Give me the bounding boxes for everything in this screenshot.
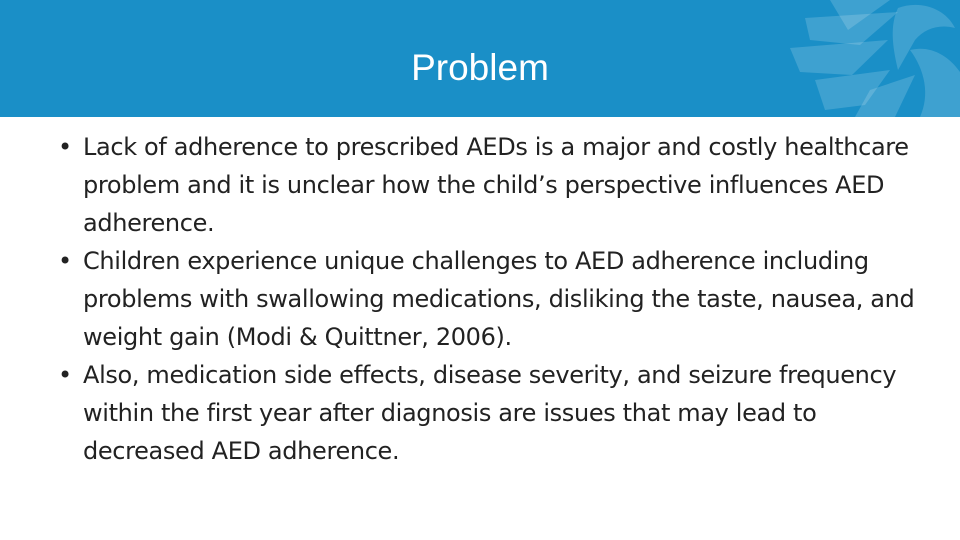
title-banner [0, 0, 960, 117]
bullet-text: Also, medication side effects, disease severity, and seizure frequency within the first year after diagnosis are issues that may lead to decreased AED adherence. [83, 361, 897, 465]
bullet-list [58, 128, 938, 470]
bullet-marker: • [58, 361, 72, 389]
bullet-item [58, 356, 938, 470]
bullet-marker: • [58, 133, 72, 161]
slide-title: Problem [411, 47, 549, 88]
bullet-item [58, 242, 938, 356]
bullet-item [58, 128, 938, 242]
bullet-text: Children experience unique challenges to AED adherence including problems with swallowing medications, disliking the taste, nausea, and weight gain (Modi & Quittner, 2006). [83, 247, 915, 351]
bullet-text: Lack of adherence to prescribed AEDs is a major and costly healthcare problem and it is unclear how the child’s perspective influences AED adherence. [83, 133, 909, 237]
bullet-marker: • [58, 247, 72, 275]
